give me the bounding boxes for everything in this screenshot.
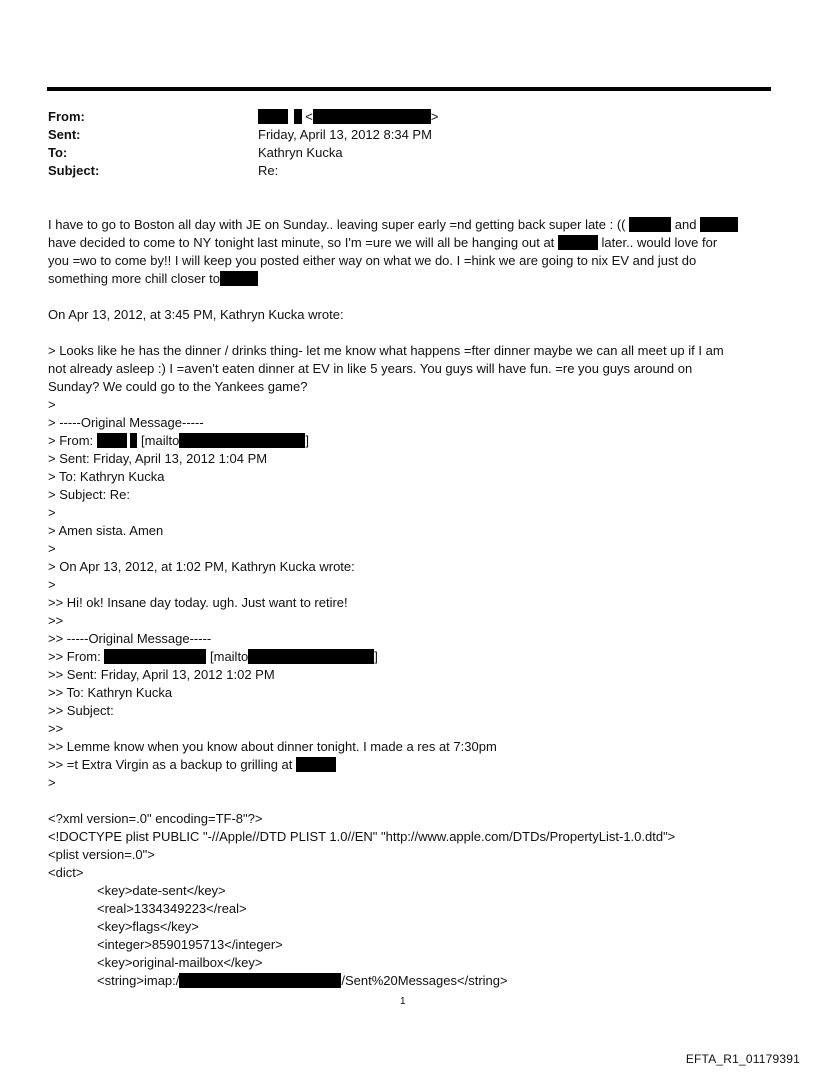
redaction [179,973,341,988]
redaction [97,433,127,448]
quote-line: > On Apr 13, 2012, at 1:02 PM, Kathryn Kucka wrote: [48,559,355,574]
body-line: have decided to come to NY tonight last minute, so I'm =ure we will all be hanging out at later.. would love for [48,235,718,250]
xml-line: <key>date-sent</key> [97,883,226,898]
xml-line: <dict> [48,865,84,880]
to-value: Kathryn Kucka [258,145,343,160]
quote-line: >> [48,721,64,736]
header-rule [47,87,771,91]
subject-value: Re: [258,163,279,178]
quote-line: >> [48,613,64,628]
xml-line: <plist version=.0"> [48,847,155,862]
from-label: From: [48,109,85,124]
redaction [313,109,431,124]
redaction [220,271,258,286]
xml-line: <integer>8590195713</integer> [97,937,283,952]
sent-value: Friday, April 13, 2012 8:34 PM [258,127,432,142]
redaction [700,217,738,232]
quote-line: > [48,541,56,556]
page-number: 1 [400,996,406,1007]
xml-line: <real>1334349223</real> [97,901,247,916]
redaction [294,109,302,124]
quote-line: >> -----Original Message----- [48,631,212,646]
quote-line: >> Subject: [48,703,114,718]
redaction [248,649,374,664]
quote-line: > [48,505,56,520]
quote-line: Sunday? We could go to the Yankees game? [48,379,308,394]
redaction [104,649,206,664]
quote-line: > Amen sista. Amen [48,523,164,538]
from-angle-open: < [305,109,313,124]
quote-line: >> From: [mailto ] [48,649,378,664]
quote-line: >> Hi! ok! Insane day today. ugh. Just want to retire! [48,595,348,610]
quote-line: >> To: Kathryn Kucka [48,685,173,700]
xml-line: <string>imap:/ /Sent%20Messages</string> [97,973,508,988]
quote-line: >> Sent: Friday, April 13, 2012 1:02 PM [48,667,275,682]
quote-line: > [48,577,56,592]
quote-line: > To: Kathryn Kucka [48,469,165,484]
quote-line: > [48,775,56,790]
quote-line: > Subject: Re: [48,487,131,502]
redaction [258,109,288,124]
wrote-line: On Apr 13, 2012, at 3:45 PM, Kathryn Kucka wrote: [48,307,344,322]
quote-line: > [48,397,56,412]
quote-line: > Sent: Friday, April 13, 2012 1:04 PM [48,451,268,466]
from-value [258,108,438,126]
redaction [179,433,305,448]
xml-line: <?xml version=.0" encoding=TF-8"?> [48,811,263,826]
redaction [296,757,336,772]
body-line: I have to go to Boston all day with JE on Sunday.. leaving super early =nd getting back super late : (( and [48,216,738,234]
from-angle-close: > [430,109,439,124]
quote-line: >> Lemme know when you know about dinner tonight. I made a res at 7:30pm [48,739,497,754]
to-label: To: [48,145,68,160]
quote-line: >> =t Extra Virgin as a backup to grilling at [48,756,336,774]
quote-line: > From: [mailto ] [48,433,309,448]
bates-number: EFTA_R1_01179391 [685,1052,800,1066]
redaction [558,235,598,250]
xml-line: <key>original-mailbox</key> [97,955,263,970]
xml-line: <key>flags</key> [97,919,199,934]
sent-label: Sent: [48,127,81,142]
xml-line: <!DOCTYPE plist PUBLIC "-//Apple//DTD PLIST 1.0//EN" "http://www.apple.com/DTDs/PropertyList-1.0.dtd"> [48,829,676,844]
redaction [629,217,671,232]
quote-line: > -----Original Message----- [48,415,204,430]
body-line: something more chill closer to [48,270,258,288]
subject-label: Subject: [48,163,100,178]
redaction [130,433,137,448]
quote-line: not already asleep :) I =aven't eaten dinner at EV in like 5 years. You guys will have fun. =re you guys around on [48,361,693,376]
body-line: you =wo to come by!! I will keep you posted either way on what we do. I =hink we are going to nix EV and just do [48,253,697,268]
quote-line: > Looks like he has the dinner / drinks thing- let me know what happens =fter dinner maybe we can all meet up if I am [48,343,724,358]
